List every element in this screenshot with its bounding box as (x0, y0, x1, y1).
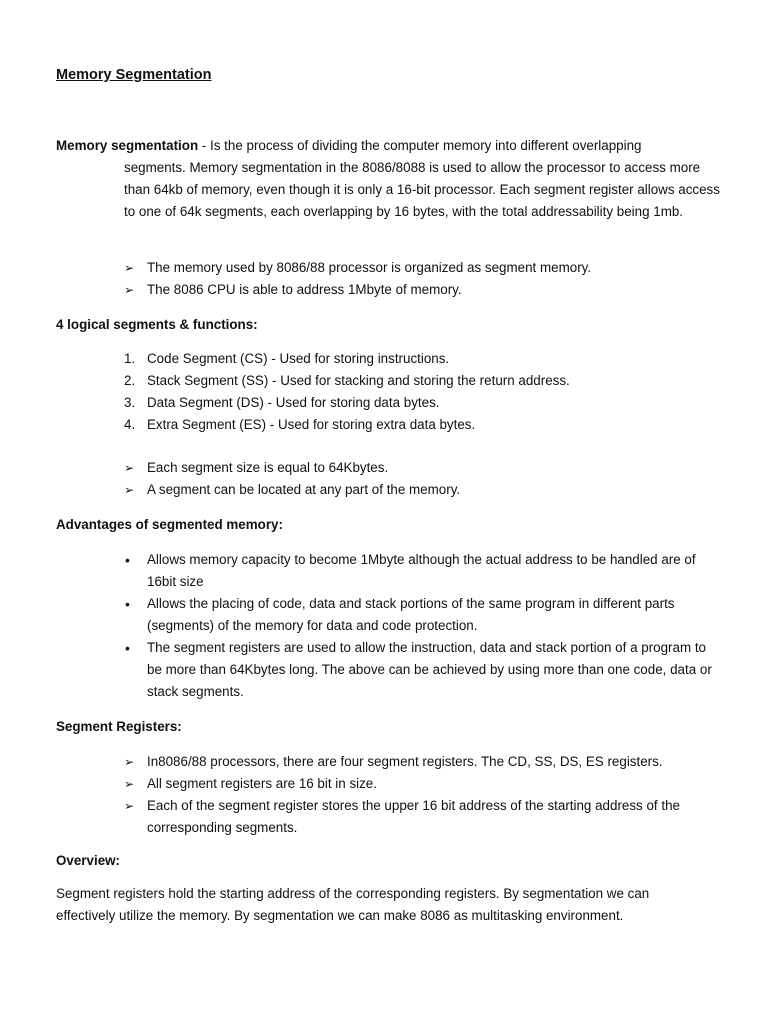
section-heading-registers: Segment Registers: (56, 719, 182, 734)
arrow-list-segment-size (124, 457, 720, 501)
list-item: 1. Code Segment (CS) - Used for storing instructions. (124, 348, 720, 370)
arrow-list-memory (124, 257, 720, 301)
overview-paragraph: Segment registers hold the starting address of the corresponding registers. By segmentation we can effectively utilize the memory. By segmentation we can make 8086 as multitasking environment. (56, 886, 650, 923)
list-item: ➢ In8086/88 processors, there are four segment registers. The CD, SS, DS, ES registers. (124, 751, 720, 773)
bullet-dot-icon: • (125, 596, 130, 612)
list-number: 4. (124, 417, 136, 432)
list-item: ➢ All segment registers are 16 bit in size. (124, 773, 720, 795)
list-item: 4. Extra Segment (ES) - Used for storing extra data bytes. (124, 414, 720, 436)
list-number: 2. (124, 373, 136, 388)
intro-continuation: segments. Memory segmentation in the 8086/8088 is used to allow the processor to access more than 64kb of memory, even though it is only a 16-bit processor. Each segment register allows access to one of 64k segments, each overlapping by 16 bytes, with the total addressability being 1mb. (124, 160, 720, 219)
intro-paragraph (56, 135, 720, 223)
bullet-dot-icon: • (125, 552, 130, 568)
page-title: Memory Segmentation (56, 67, 212, 83)
list-item: • Allows the placing of code, data and stack portions of the same program in different parts (segments) of the memory for data and code protection. (124, 593, 720, 637)
arrow-list-registers (124, 751, 720, 839)
section-heading-advantages: Advantages of segmented memory: (56, 517, 283, 532)
list-item: ➢ The memory used by 8086/88 processor is organized as segment memory. (124, 257, 720, 279)
list-item: ➢ Each of the segment register stores the upper 16 bit address of the starting address of the corresponding segments. (124, 795, 720, 839)
list-number: 1. (124, 351, 136, 366)
list-item: ➢ A segment can be located at any part of the memory. (124, 479, 720, 501)
arrow-bullet-icon: ➢ (124, 483, 135, 497)
list-item: ➢ Each segment size is equal to 64Kbytes. (124, 457, 720, 479)
arrow-bullet-icon: ➢ (124, 283, 135, 297)
list-number: 3. (124, 395, 136, 410)
arrow-bullet-icon: ➢ (124, 261, 135, 275)
arrow-bullet-icon: ➢ (124, 777, 135, 791)
section-heading-segments: 4 logical segments & functions: (56, 317, 258, 332)
list-item: 2. Stack Segment (SS) - Used for stacking and storing the return address. (124, 370, 720, 392)
arrow-bullet-icon: ➢ (124, 799, 135, 813)
bullet-dot-icon: • (125, 640, 130, 656)
numbered-list-segments (124, 348, 720, 436)
arrow-bullet-icon: ➢ (124, 461, 135, 475)
list-item: ➢ The 8086 CPU is able to address 1Mbyte of memory. (124, 279, 720, 301)
section-heading-overview: Overview: (56, 853, 121, 868)
intro-lead: - Is the process of dividing the computer memory into different overlapping (198, 138, 642, 153)
bullet-list-advantages (124, 549, 720, 703)
intro-term: Memory segmentation (56, 138, 199, 153)
list-item: • Allows memory capacity to become 1Mbyte although the actual address to be handled are of 16bit size (124, 549, 720, 593)
list-item: 3. Data Segment (DS) - Used for storing data bytes. (124, 392, 720, 414)
arrow-bullet-icon: ➢ (124, 755, 135, 769)
list-item: • The segment registers are used to allow the instruction, data and stack portion of a program to be more than 64Kbytes long. The above can be achieved by using more than one code, data or stack segments. (124, 637, 720, 703)
